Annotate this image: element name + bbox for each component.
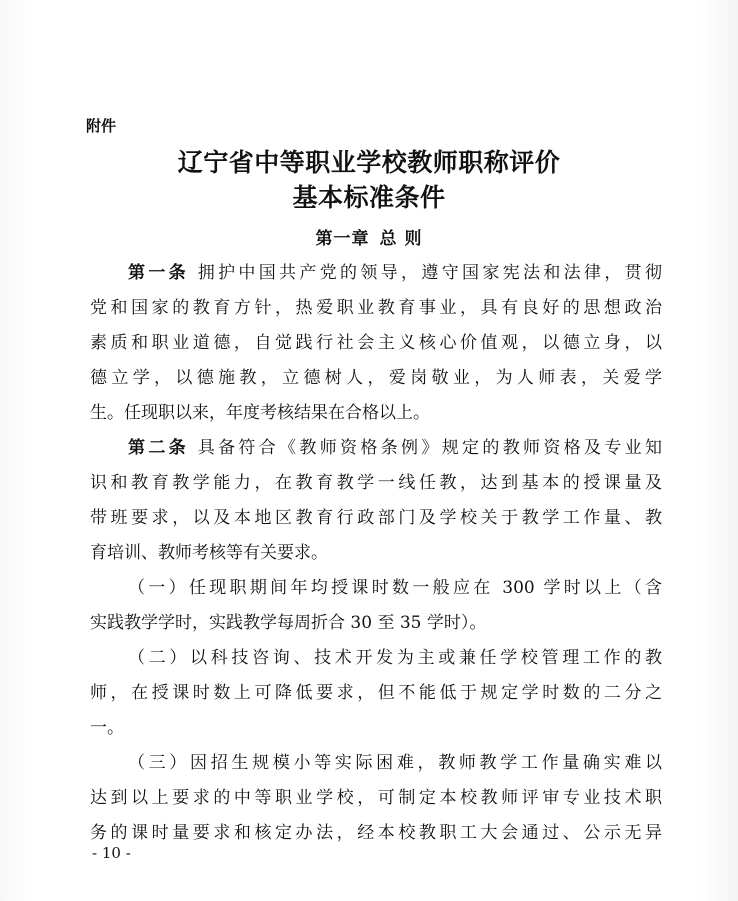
chapter-heading — [0, 224, 738, 249]
item-2-line-1: （二）以科技咨询、技术开发为主或兼任学校管理工作的教 — [128, 648, 662, 668]
article-2-text-1: 具备符合《教师资格条例》规定的教师资格及专业知 — [197, 438, 663, 458]
article-1-line-5: 生。任现职以来，年度考核结果在合格以上。 — [90, 403, 430, 423]
article-2-line-1 — [128, 437, 662, 459]
item-1-line-2: 实践教学学时，实践教学每周折合 30 至 35 学时）。 — [90, 613, 487, 633]
article-1-line-3: 素质和职业道德，自觉践行社会主义核心价值观，以德立身，以 — [90, 333, 662, 353]
chapter-number: 第一章 — [315, 229, 370, 249]
item-3-line-3: 务的课时量要求和核定办法，经本校教职工大会通过、公示无异 — [90, 823, 662, 843]
item-1-line-1: （一）任现职期间年均授课时数一般应在 300 学时以上（含 — [128, 578, 662, 598]
item-2-line-3: 一。 — [90, 718, 124, 738]
document-title-line-1: 辽宁省中等职业学校教师职称评价 — [177, 148, 561, 177]
article-1-line-4: 德立学，以德施教，立德树人，爱岗敬业，为人师表，关爱学 — [90, 368, 662, 388]
item-2-line-2: 师，在授课时数上可降低要求，但不能低于规定学时数的二分之 — [90, 683, 662, 703]
document-title-line-2: 基本标准条件 — [292, 183, 446, 212]
article-2-line-3: 带班要求，以及本地区教育行政部门及学校关于教学工作量、教 — [90, 508, 662, 528]
page-number: - 10 - — [92, 844, 131, 862]
attachment-label: 附件 — [86, 117, 117, 135]
article-1-text-1: 拥护中国共产党的领导，遵守国家宪法和法律，贯彻 — [197, 263, 663, 283]
item-3-line-2: 达到以上要求的中等职业学校，可制定本校教师评审专业技术职 — [90, 788, 662, 808]
article-1-heading: 第一条 — [128, 263, 189, 283]
article-2-line-2: 识和教育教学能力，在教育教学一线任教，达到基本的授课量及 — [90, 473, 662, 493]
chapter-name: 总 则 — [379, 229, 423, 249]
article-1-line-1 — [128, 262, 662, 284]
article-1-line-2: 党和国家的教育方针，热爱职业教育事业，具有良好的思想政治 — [90, 298, 662, 318]
article-2-heading: 第二条 — [128, 438, 189, 458]
article-2-line-4: 育培训、教师考核等有关要求。 — [90, 543, 328, 563]
item-3-line-1: （三）因招生规模小等实际困难，教师教学工作量确实难以 — [128, 753, 662, 773]
